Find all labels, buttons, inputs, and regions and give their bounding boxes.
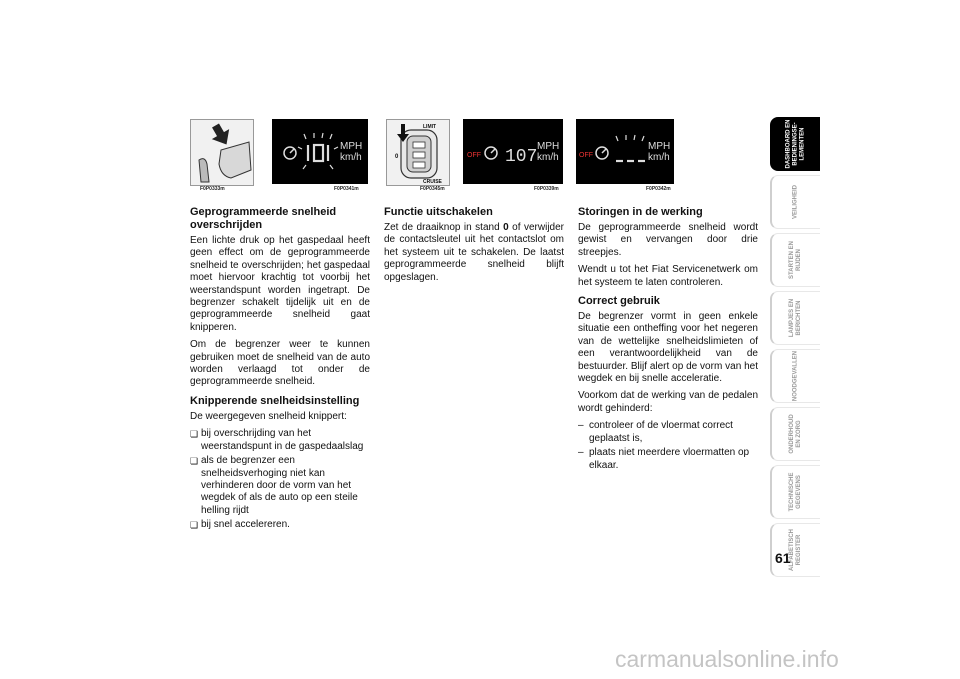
section-tabs bbox=[770, 117, 820, 581]
tab-lights-messages[interactable] bbox=[770, 291, 820, 345]
speed-value: 107 bbox=[505, 147, 538, 167]
tab-label: ONDERHOUD EN ZORG bbox=[789, 414, 802, 454]
column-left bbox=[190, 200, 370, 536]
paragraph: Voorkom dat de werking van de pedalen wordt gehinderd: bbox=[578, 390, 758, 414]
tab-technical-data[interactable] bbox=[770, 465, 820, 519]
tab-label: ALFABETISCH REGISTER bbox=[789, 529, 802, 571]
unit-kmh: km/h bbox=[340, 152, 362, 163]
unit-mph: MPH bbox=[648, 141, 671, 152]
figure-display-off bbox=[463, 119, 563, 184]
watermark: carmanualsonline.info bbox=[615, 646, 839, 672]
tab-dashboard[interactable] bbox=[770, 117, 820, 171]
tab-label: STARTEN EN RIJDEN bbox=[789, 241, 802, 279]
text-run: Zet de draaiknop in stand bbox=[384, 222, 504, 233]
tab-label: DASHBOARD EN BEDIENINGSE- LEMENTEN bbox=[785, 119, 806, 169]
paragraph bbox=[384, 222, 564, 284]
heading-malfunctions: Storingen in de werking bbox=[578, 206, 703, 218]
tab-safety[interactable] bbox=[770, 175, 820, 229]
unit-mph: MPH bbox=[340, 141, 363, 152]
dash-list bbox=[578, 420, 758, 472]
text-run-bold: 0 bbox=[503, 222, 509, 233]
tab-maintenance[interactable] bbox=[770, 407, 820, 461]
label-limit: LIMIT bbox=[423, 124, 437, 130]
column-middle bbox=[384, 200, 564, 289]
label-cruise: CRUISE bbox=[423, 179, 442, 185]
page-number: 61 bbox=[775, 550, 791, 566]
figure-label: F0P0342m bbox=[646, 186, 671, 192]
tab-emergencies[interactable] bbox=[770, 349, 820, 403]
unit-kmh: km/h bbox=[537, 152, 559, 163]
bullet-list bbox=[190, 428, 370, 531]
heading-blinking-speed: Knipperende snelheidsinstelling bbox=[190, 394, 360, 407]
tab-starting-driving[interactable] bbox=[770, 233, 820, 287]
figure-knob bbox=[386, 119, 450, 186]
figure-display-dashes bbox=[576, 119, 674, 184]
list-item: ❏ bij overschrijding van het weerstandspunt in de gaspedaalslag bbox=[190, 428, 370, 453]
column-right bbox=[578, 200, 758, 476]
display-dashes-graphic bbox=[576, 119, 674, 184]
figure-display-blinking bbox=[272, 119, 368, 184]
figure-pedal bbox=[190, 119, 254, 186]
paragraph: De begrenzer vormt in geen enkele situatie een ontheffing voor het negeren van de wettelijke snelheidslimieten of een verantwoordelijkheid van de bestuurder. Blijf alert op de vorm van het wegdek en bij snelle acceleratie. bbox=[578, 311, 758, 385]
list-item: ❏ als de begrenzer een snelheidsverhoging niet kan verhinderen door de vorm van het wegdek of als de auto op een steile helling rijdt bbox=[190, 455, 370, 517]
label-off: OFF bbox=[579, 152, 593, 159]
list-item: ❏ bij snel accelereren. bbox=[190, 519, 370, 531]
paragraph: Wendt u tot het Fiat Servicenetwerk om het systeem te laten controleren. bbox=[578, 264, 758, 288]
list-item: – controleer of de vloermat correct geplaatst is, bbox=[578, 420, 758, 445]
heading-correct-use: Correct gebruik bbox=[578, 295, 660, 308]
label-off: OFF bbox=[467, 152, 481, 159]
paragraph: De geprogrammeerde snelheid wordt gewist en vervangen door drie streepjes. bbox=[578, 222, 758, 258]
unit-kmh: km/h bbox=[648, 152, 670, 163]
list-item: – plaats niet meerdere vloermatten op elkaar. bbox=[578, 447, 758, 472]
text-run: of verwijder de contactsleutel uit het contactslot om het systeem uit te schakelen. De laatst geprogrammeerde snelheid blijft opgeslagen. bbox=[384, 222, 564, 283]
label-zero: 0 bbox=[395, 154, 399, 160]
heading-exceed-speed: Geprogrammeerde snelheid overschrijden bbox=[190, 206, 337, 231]
unit-mph: MPH bbox=[537, 141, 560, 152]
knob-illustration bbox=[387, 120, 449, 185]
figure-label: F0P0345m bbox=[420, 186, 445, 192]
figure-label: F0P0339m bbox=[534, 186, 559, 192]
paragraph: De weergegeven snelheid knippert: bbox=[190, 410, 347, 422]
heading-disable-function: Functie uitschakelen bbox=[384, 206, 493, 218]
figure-label: F0P0341m bbox=[334, 186, 359, 192]
figure-label: F0P0333m bbox=[200, 186, 225, 192]
tab-label: NOODGEVALLEN bbox=[792, 350, 799, 402]
tab-label: VEILIGHEID bbox=[792, 185, 799, 220]
paragraph: Om de begrenzer weer te kunnen gebruiken moet de snelheid van de auto worden verlaagd tot onder de geprogrammeerde snelheid. bbox=[190, 339, 370, 388]
display-off-graphic bbox=[463, 119, 563, 184]
pedal-illustration bbox=[191, 120, 253, 185]
tab-label: TECHNISCHE GEGEVENS bbox=[789, 472, 802, 512]
paragraph: Een lichte druk op het gaspedaal heeft geen effect om de geprogrammeerde snelheid te overschrijden; het gaspedaal moet hiervoor krachtig tot voorbij het weerstandspunt worden ingetrapt. De begrenzer schakelt tijdelijk uit en de geprogrammeerde snelheid gaat knipperen. bbox=[190, 235, 370, 333]
tab-label: LAMPJES EN BERICHTEN bbox=[789, 298, 802, 338]
display-blinking-graphic bbox=[272, 119, 368, 184]
